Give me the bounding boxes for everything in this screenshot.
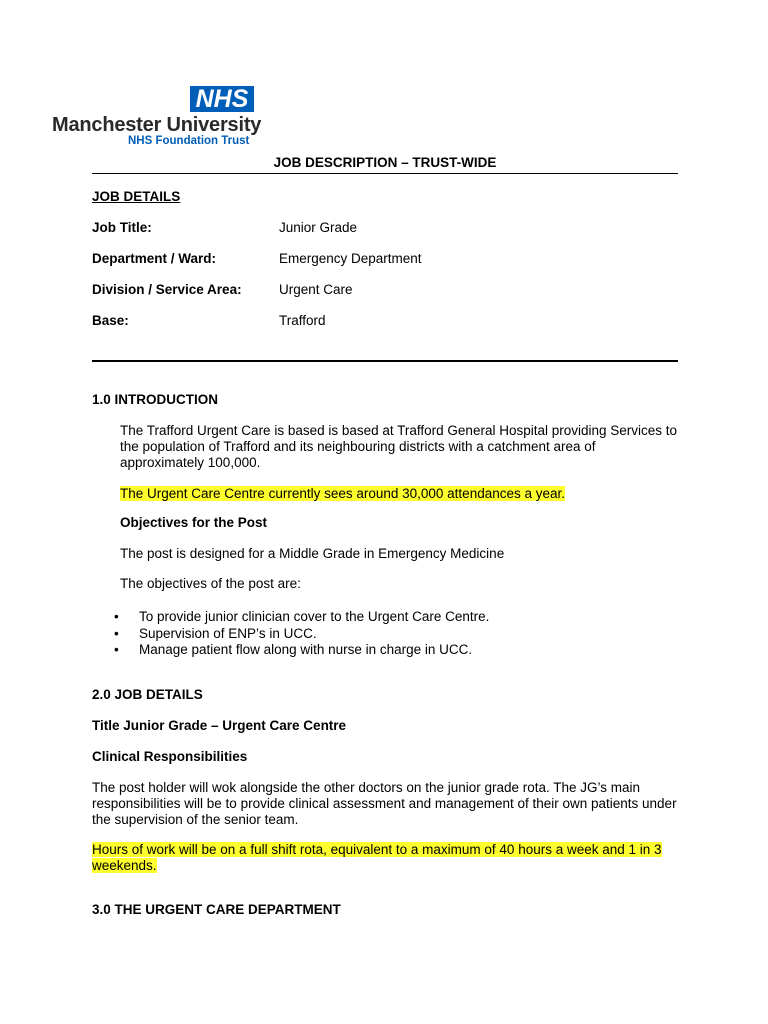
clinical-responsibilities-heading: Clinical Responsibilities [92, 749, 248, 764]
urgent-care-department-heading: 3.0 THE URGENT CARE DEPARTMENT [92, 902, 341, 917]
post-designed-text: The post is designed for a Middle Grade in Emergency Medicine [120, 546, 505, 561]
hours-highlight [92, 842, 682, 874]
department-label: Department / Ward: [92, 251, 217, 266]
introduction-text: The Trafford Urgent Care is based is based at Trafford General Hospital providing Services to the population of Trafford and its neighbouring districts with a catchment area of approximately 100,000. [120, 423, 678, 470]
organisation-name: Manchester University [52, 114, 262, 136]
details-divider [92, 360, 678, 362]
clinical-responsibilities-text: The post holder will wok alongside the other doctors on the junior grade rota. The JG’s main responsibilities will be to provide clinical assessment and management of their own patients under the supervision of the senior team. [92, 780, 677, 827]
department-value: Emergency Department [279, 251, 422, 266]
nhs-logo: NHS [190, 86, 254, 112]
division-value: Urgent Care [279, 282, 353, 297]
list-item: • To provide junior clinician cover to the Urgent Care Centre. [114, 609, 490, 624]
objectives-list [114, 609, 489, 659]
job-title-value: Junior Grade [279, 220, 358, 235]
job-title-label: Job Title: [92, 220, 152, 235]
objectives-intro: The objectives of the post are: [120, 576, 301, 591]
attendance-highlight [120, 486, 565, 501]
bullet-icon: • [114, 642, 119, 657]
introduction-heading: 1.0 INTRODUCTION [92, 392, 219, 407]
division-label: Division / Service Area: [92, 282, 242, 297]
hours-highlight-text: Hours of work will be on a full shift rota, equivalent to a maximum of 40 hours a week and 1 in 3 weekends. [92, 842, 662, 873]
objectives-heading: Objectives for the Post [120, 515, 268, 530]
list-item: • Manage patient flow along with nurse in charge in UCC. [114, 642, 473, 657]
job-details-heading: JOB DETAILS [92, 189, 181, 204]
title-divider [92, 173, 678, 174]
base-value: Trafford [279, 313, 326, 328]
bullet-icon: • [114, 609, 119, 624]
job-details-section-heading: 2.0 JOB DETAILS [92, 687, 203, 702]
attendance-highlight-text: The Urgent Care Centre currently sees around 30,000 attendances a year. [120, 486, 566, 501]
document-title: JOB DESCRIPTION – TRUST-WIDE [273, 155, 497, 170]
role-title-line: Title Junior Grade – Urgent Care Centre [92, 718, 347, 733]
bullet-icon: • [114, 625, 119, 641]
organisation-subtitle: NHS Foundation Trust [128, 135, 250, 147]
list-item: • Supervision of ENP’s in UCC. [114, 625, 317, 641]
base-label: Base: [92, 313, 129, 328]
